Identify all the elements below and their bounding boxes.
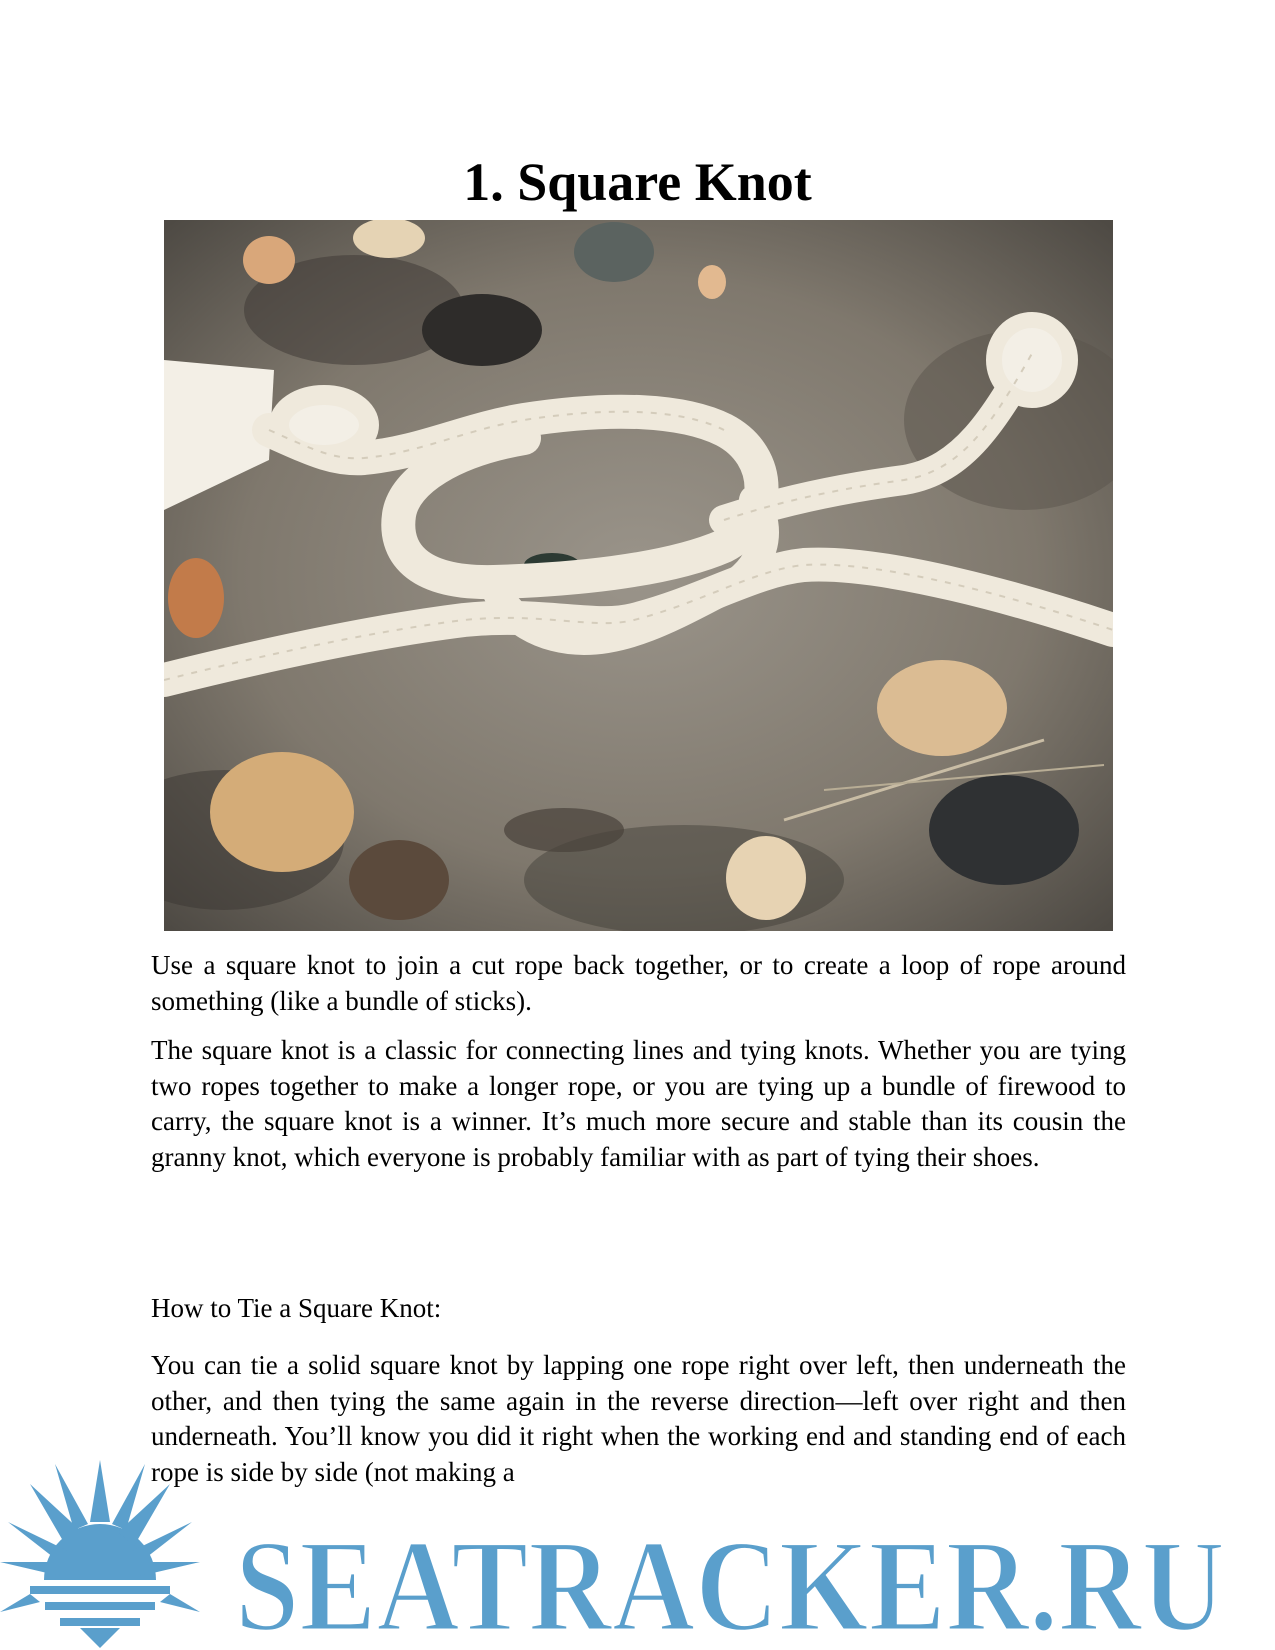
section-heading: How to Tie a Square Knot:	[151, 1293, 442, 1323]
sun-icon	[0, 1460, 200, 1648]
instructions-paragraph: You can tie a solid square knot by lapping one rope right over left, then underneath the other, and then tying the same again in the reverse direction—left over right and then underneath. You’ll know you did it right when the working end and standing end of each rope is side by side (not making a	[151, 1350, 1126, 1487]
intro-paragraph: Use a square knot to join a cut rope back together, or to create a loop of rope around something (like a bundle of sticks).	[151, 950, 1126, 1016]
description-paragraph: The square knot is a classic for connecting lines and tying knots. Whether you are tying two ropes together to make a longer rope, or you are tying up a bundle of firewood to carry, the square knot is a winner. It’s much more secure and stable than its cousin the granny knot, which everyone is probably familiar with as part of tying their shoes.	[151, 1035, 1126, 1172]
watermark-text: SEATRACKER.RU	[235, 1512, 1225, 1650]
page-title: 1. Square Knot	[463, 152, 812, 212]
square-knot-photo	[164, 220, 1113, 931]
seatracker-watermark	[0, 1452, 1275, 1650]
